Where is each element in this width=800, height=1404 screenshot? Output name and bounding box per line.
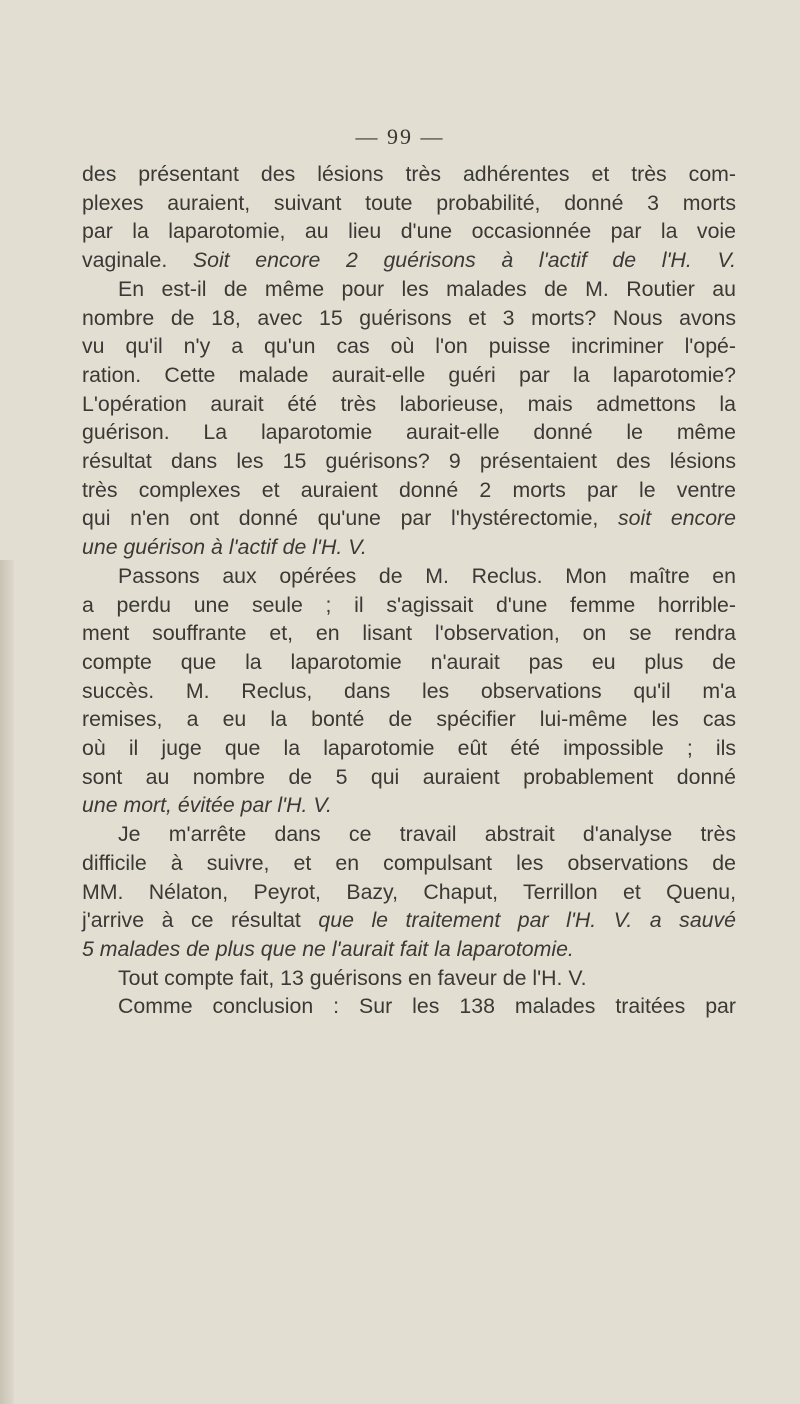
text-run: qui n'en ont donné qu'une par l'hystérectomie, [82, 506, 619, 531]
text-line [82, 791, 736, 820]
text-line: des présentant des lésions très adhérentes et très com- [82, 162, 736, 186]
text-line [82, 935, 736, 964]
text-line: remises, a eu la bonté de spécifier lui-même les cas [82, 707, 736, 732]
text-line: compte que la laparotomie n'aurait pas eu plus de [82, 649, 736, 674]
text-line: très complexes et auraient donné 2 morts par le ventre [82, 477, 736, 502]
text-line: sont au nombre de 5 qui auraient probablement donné [82, 764, 736, 789]
paragraph-3 [82, 562, 736, 820]
italic-run: 5 malades de plus que ne l'aurait fait la laparotomie. [82, 936, 574, 961]
page-binding-edge [0, 560, 14, 1404]
text-line: a perdu une seule ; il s'agissait d'une femme horrible- [82, 592, 736, 617]
text-line: ration. Cette malade aurait-elle guéri par la laparotomie? [82, 362, 736, 387]
text-line: Tout compte fait, 13 guérisons en faveur de l'H. V. [118, 965, 587, 990]
text-line: par la laparotomie, au lieu d'une occasionnée par la voie [82, 219, 736, 244]
paragraph-4 [82, 820, 736, 964]
text-run: j'arrive à ce résultat [82, 908, 319, 933]
body-text [82, 160, 736, 1021]
text-line: MM. Nélaton, Peyrot, Bazy, Chaput, Terrillon et Quenu, [82, 879, 736, 904]
italic-run: que le traitement par l'H. V. a sauvé [318, 908, 737, 933]
text-line: plexes auraient, suivant toute probabilité, donné 3 morts [82, 190, 736, 215]
text-line: Je m'arrête dans ce travail abstrait d'analyse très [118, 822, 736, 847]
text-run: vaginale. [82, 248, 193, 273]
text-line: nombre de 18, avec 15 guérisons et 3 morts? Nous avons [82, 305, 736, 330]
italic-run: une guérison à l'actif de l'H. V. [82, 535, 367, 560]
text-line: En est-il de même pour les malades de M. Routier au [118, 276, 736, 301]
text-line: vu qu'il n'y a qu'un cas où l'on puisse incriminer l'opé- [82, 334, 736, 359]
paragraph-6 [82, 992, 736, 1021]
italic-run: une mort, évitée par l'H. V. [82, 793, 332, 818]
text-line [82, 906, 736, 935]
text-line: Comme conclusion : Sur les 138 malades traitées par [118, 994, 736, 1019]
paragraph-5 [82, 964, 736, 993]
text-line: difficile à suivre, et en compulsant les observations de [82, 850, 736, 875]
text-line: L'opération aurait été très laborieuse, mais admettons la [82, 391, 736, 416]
text-line: Passons aux opérées de M. Reclus. Mon maître en [118, 563, 736, 588]
paragraph-1 [82, 160, 736, 275]
text-line: où il juge que la laparotomie eût été impossible ; ils [82, 736, 736, 761]
text-line [82, 533, 736, 562]
text-line: succès. M. Reclus, dans les observations qu'il m'a [82, 678, 736, 703]
page-number: — 99 — [355, 124, 445, 149]
paragraph-2 [82, 275, 736, 562]
text-line: ment souffrante et, en lisant l'observation, on se rendra [82, 621, 736, 646]
text-line [82, 504, 736, 533]
text-line [82, 246, 736, 275]
italic-run: soit encore [618, 506, 736, 531]
text-line: guérison. La laparotomie aurait-elle donné le même [82, 420, 736, 445]
text-line: résultat dans les 15 guérisons? 9 présentaient des lésions [82, 449, 736, 474]
italic-run: Soit encore 2 guérisons à l'actif de l'H. V. [192, 248, 736, 273]
